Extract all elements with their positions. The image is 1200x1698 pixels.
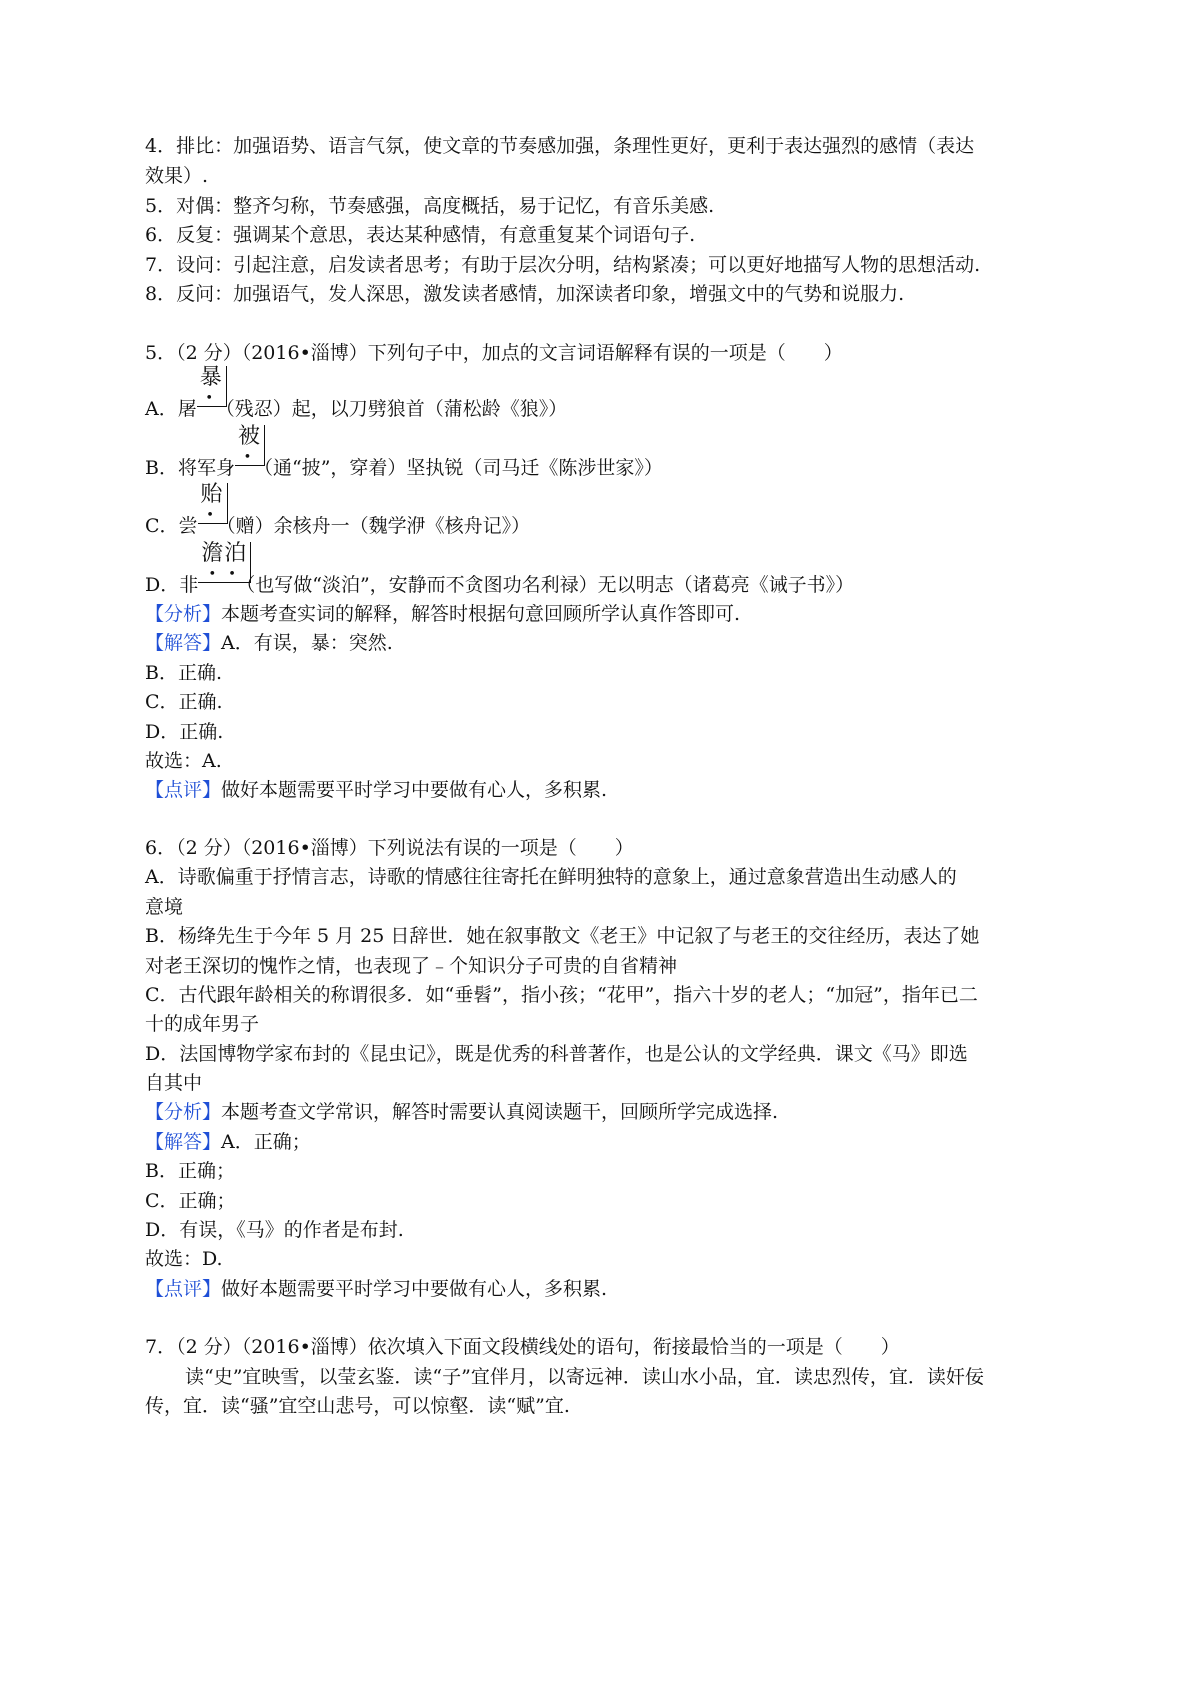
question-6-analysis (145, 1099, 778, 1125)
option-line: 十的成年男子 (145, 1013, 260, 1035)
question-5-option-c (145, 482, 531, 539)
answer-line: B．正确； (145, 1160, 235, 1182)
option-prefix: C．尝 (145, 515, 198, 537)
dotted-word (198, 483, 228, 524)
analysis-tag: 【分析】 (145, 1101, 222, 1123)
answer-text: A．有误，暴：突然. (221, 632, 393, 654)
analysis-text: 本题考查文学常识，解答时需要认真阅读题干，回顾所学完成选择. (221, 1101, 779, 1123)
option-suffix: （残忍）起，以刀劈狼首（蒲松龄《狼》） (215, 398, 568, 420)
emphasis-dots: • (243, 450, 256, 465)
text-line: 7．设问：引起注意，启发读者思考；有助于层次分明，结构紧凑；可以更好地描写人物的思想活动. (145, 254, 981, 276)
comment-text: 做好本题需要平时学习中要做有心人，多积累. (221, 1278, 608, 1300)
answer-line: B．正确. (145, 662, 223, 684)
dotted-word-box (197, 365, 223, 422)
question-5-option-d (145, 541, 855, 598)
emphasis-dots: • (206, 508, 218, 523)
option-line: A．诗歌偏重于抒情言志，诗歌的情感往往寄托在鲜明独特的意象上，通过意象营造出生动感人的 (145, 866, 957, 888)
dotted-word (235, 425, 265, 466)
option-line: 对老王深切的愧怍之情，也表现了﹣个知识分子可贵的自省精神 (145, 955, 678, 977)
option-suffix: （也写做“淡泊”，安静而不贪图功名利禄）无以明志（诸葛亮《诫子书》） (236, 574, 855, 596)
question-6-answer (145, 1129, 311, 1155)
analysis-tag: 【分析】 (145, 603, 222, 625)
passage-line: 读“史”宜映雪，以莹玄鉴．读“子”宜伴月，以寄远神．读山水小品，宜．读忠烈传，宜．读奸佞 (185, 1366, 984, 1388)
question-5-option-b (145, 424, 663, 481)
option-suffix: （通“披”，穿着）坚执锐（司马迁《陈涉世家》） (253, 457, 663, 479)
answer-line: D．正确. (145, 721, 224, 743)
dotted-word-text: 暴 (199, 365, 223, 390)
question-5-comment (145, 777, 607, 803)
comment-text: 做好本题需要平时学习中要做有心人，多积累. (221, 779, 608, 801)
text-line: 5．对偶：整齐匀称，节奏感强，高度概括，易于记忆，有音乐美感. (145, 195, 715, 217)
comment-tag: 【点评】 (145, 779, 222, 801)
option-line: D．法国博物学家布封的《昆虫记》，既是优秀的科普著作，也是公认的文学经典．课文《马》即选 (145, 1043, 968, 1065)
dotted-word-text: 被 (237, 424, 261, 449)
answer-line: C．正确. (145, 691, 223, 713)
emphasis-dots: • • (208, 567, 240, 582)
dotted-word-box (198, 482, 224, 539)
text-line: 4．排比：加强语势、语言气氛，使文章的节奏感加强，条理性更好，更利于表达强烈的感情（表达 (145, 135, 975, 157)
passage-line: 传，宜．读“骚”宜空山悲号，可以惊壑．读“赋”宜. (145, 1395, 570, 1417)
text-line: 效果）. (145, 165, 209, 187)
option-prefix: B．将军身 (145, 457, 235, 479)
option-line: 自其中 (145, 1072, 203, 1094)
option-prefix: D．非 (145, 574, 199, 596)
question-7-stem: 7．（2 分）（2016•淄博）依次填入下面文段横线处的语句，衔接最恰当的一项是（ ） (145, 1336, 900, 1358)
dotted-word-text: 贻 (200, 482, 224, 507)
question-5-answer (145, 630, 393, 656)
option-line: 意境 (145, 896, 184, 918)
question-5-analysis (145, 601, 740, 627)
answer-line: 故选：D. (145, 1248, 223, 1270)
option-line: C．古代跟年龄相关的称谓很多．如“垂髫”，指小孩；“花甲”，指六十岁的老人；“加冠”，指年已二 (145, 984, 978, 1006)
answer-text: A．正确； (221, 1131, 311, 1153)
dotted-word (198, 542, 251, 583)
question-6-comment (145, 1276, 607, 1302)
emphasis-dots: • (205, 391, 218, 406)
option-prefix: A．屠 (145, 398, 197, 420)
option-suffix: （赠）余核舟一（魏学洢《核舟记》） (216, 515, 531, 537)
option-line: B．杨绛先生于今年 5 月 25 日辞世．她在叙事散文《老王》中记叙了与老王的交往经历，表达了她 (145, 925, 980, 947)
text-line: 8．反问：加强语气，发人深思，激发读者感情，加深读者印象，增强文中的气势和说服力. (145, 283, 905, 305)
analysis-text: 本题考查实词的解释，解答时根据句意回顾所学认真作答即可. (221, 603, 741, 625)
question-5-option-a (145, 365, 568, 422)
dotted-word-text: 澹泊 (201, 541, 248, 566)
answer-line: C．正确； (145, 1190, 236, 1212)
text-line: 6．反复：强调某个意思，表达某种感情，有意重复某个词语句子. (145, 224, 696, 246)
dotted-word-box (198, 541, 248, 598)
answer-line: D．有误，《马》的作者是布封. (145, 1219, 404, 1241)
answer-tag: 【解答】 (145, 1131, 222, 1153)
answer-line: 故选：A. (145, 750, 222, 772)
answer-tag: 【解答】 (145, 632, 222, 654)
question-5-stem: 5．（2 分）（2016•淄博）下列句子中，加点的文言词语解释有误的一项是（ ） (145, 342, 843, 364)
question-6-stem: 6．（2 分）（2016•淄博）下列说法有误的一项是（ ） (145, 837, 634, 859)
dotted-word (197, 366, 227, 407)
dotted-word-box (235, 424, 261, 481)
comment-tag: 【点评】 (145, 1278, 222, 1300)
